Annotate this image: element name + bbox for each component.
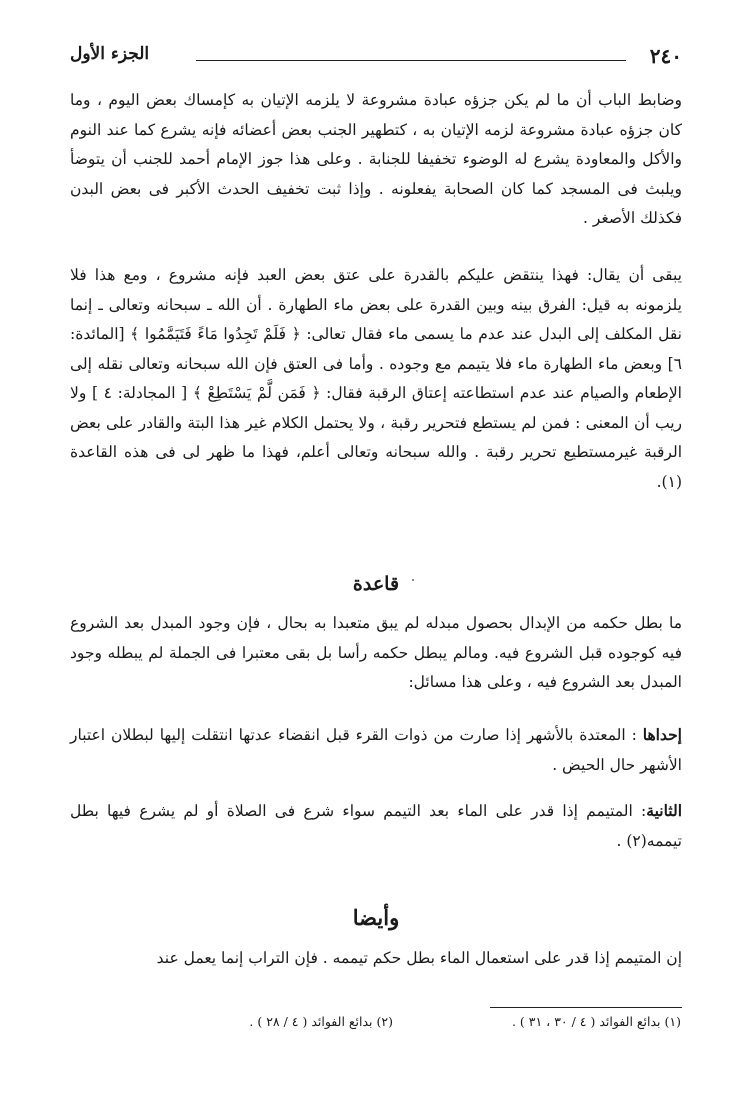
footnote-1: (١) بدائع الفوائد ( ٤ / ٣٠ ، ٣١ ) . [511, 1014, 681, 1029]
paragraph-6: إن المتيمم إذا قدر على استعمال الماء بطل حكم تيممه . فإن التراب إنما يعمل عند [156, 949, 682, 967]
page-header [70, 40, 682, 70]
item-lead-first: إحداها [642, 725, 682, 744]
footnote-2: (٢) بدائع الفوائد ( ٤ / ٢٨ ) . [249, 1014, 393, 1029]
section-heading-rule: قاعدة [352, 573, 400, 595]
scan-speck [412, 579, 414, 581]
item-text-second: : المتيمم إذا قدر على الماء بعد التيمم سواء شرع فى الصلاة أو لم يشرع فيها بطل تيممه(٢) . [70, 802, 682, 850]
footnote-rule [490, 1007, 682, 1008]
section-heading-also: وأيضا [352, 905, 400, 930]
running-title: الجزء الأول [70, 44, 150, 64]
paragraph-4 [70, 720, 682, 780]
header-rule [196, 60, 626, 61]
paragraph-2: يبقى أن يقال: فهذا ينتقض عليكم بالقدرة على عتق بعض العبد فإنه مشروع ، ومع هذا فلا يلزمونه به قيل: الفرق بينه وبين القدرة على بعض ماء الطهارة . أن الله ـ سبحانه وتعالى ـ إنما نقل المكلف إلى البدل عند عدم ما يسمى ماء فقال تعالى: ﴿ فَلَمْ تَجِدُوا مَاءً فَتَيَمَّمُوا ﴾ [المائدة: ٦] وبعض ماء الطهارة ماء فلا يتيمم مع وجوده . وأما فى العتق فإن الله سبحانه وتعالى نقله إلى الإطعام والصيام عند عدم استطاعته إعتاق الرقبة فقال: ﴿ فَمَن لَّمْ يَسْتَطِعْ ﴾ [ المجادلة: ٤ ] ولا ريب أن المعنى : فمن لم يستطع فتحرير رقبة ، ولا يحتمل الكلام غير هذا البتة والقادر على بعض الرقبة غيرمستطيع تحرير رقبة . والله سبحانه وتعالى أعلم، فهذا ما ظهر لى فى هذه القاعدة (١). [70, 266, 682, 491]
paragraph-5 [70, 796, 682, 856]
item-text-first: : المعتدة بالأشهر إذا صارت من ذوات القرء قبل انقضاء عدتها انتقلت إليها لبطلان اعتبار الأشهر حال الحيض . [70, 726, 682, 774]
paragraph-3: ما بطل حكمه من الإبدال بحصول مبدله لم يبق متعبدا به بحال ، فإن وجود المبدل بعد الشروع فيه كوجوده قبل الشروع فيه. ومالم يبطل حكمه رأسا بل بقى معتبرا فى الجملة لم يبطله وجود المبدل بعد الشروع فيه ، وعلى هذا مسائل: [70, 614, 682, 691]
item-lead-second: الثانية [646, 801, 682, 820]
page-number: ٢٤٠ [649, 44, 682, 68]
paragraph-1: وضابط الباب أن ما لم يكن جزؤه عبادة مشروعة لا يلزمه الإتيان به كإمساك بعض اليوم ، وما كان جزؤه عبادة مشروعة لزمه الإتيان به ، كتطهير الجنب بعض أعضائه فإنه يشرع كما عند النوم والأكل والمعاودة يشرع له الوضوء تخفيفا للجنابة . وعلى هذا جوز الإمام أحمد للجنب أن يتوضأ ويلبث فى المسجد كما كان الصحابة يفعلونه . وإذا ثبت تخفيف الحدث الأكبر فى بعض البدن فكذلك الأصغر . [70, 91, 682, 227]
